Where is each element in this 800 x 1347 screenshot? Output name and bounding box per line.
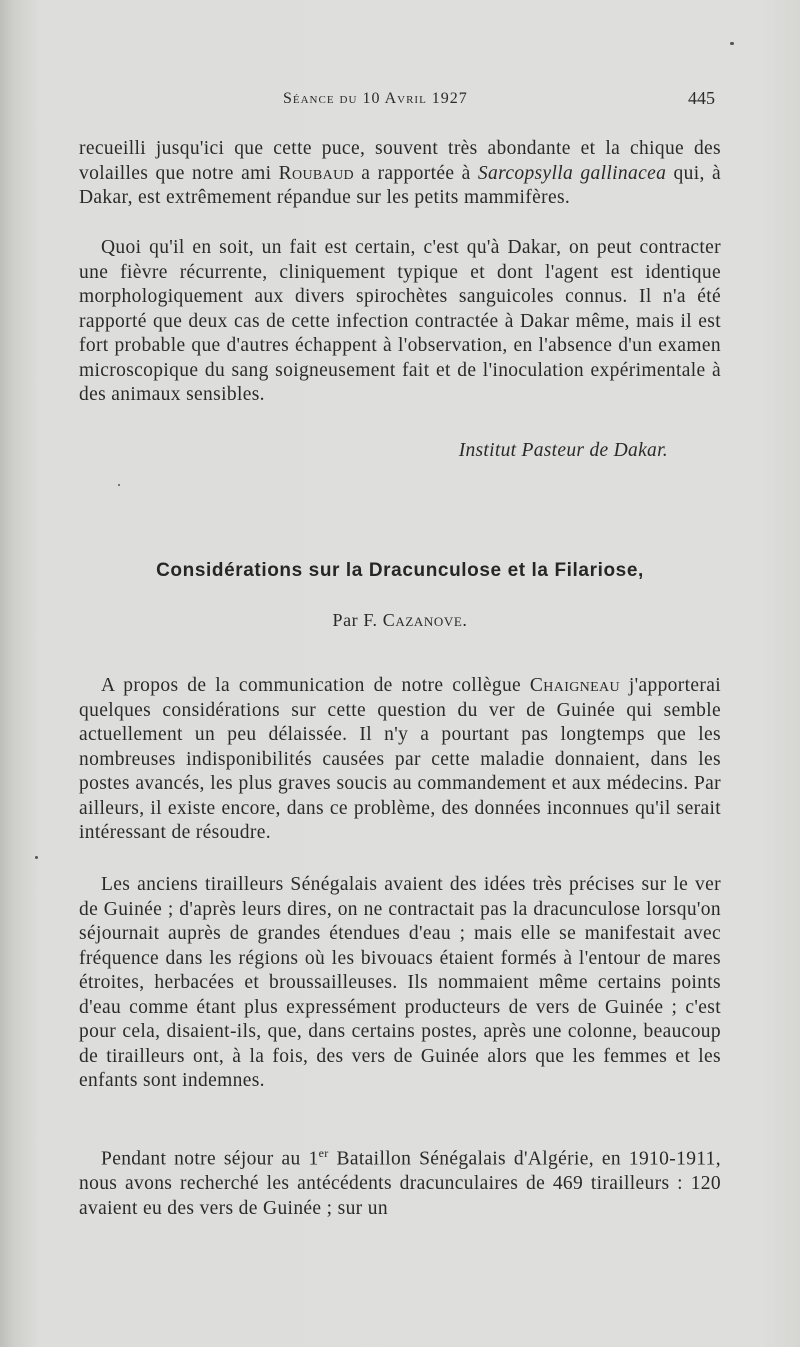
colleague-name: Chaigneau: [529, 675, 620, 696]
text-run: recueilli jusqu'ici que cette puce, souvent très abondante et la chique des volailles que notre ami: [79, 138, 721, 184]
byline-suffix: .: [462, 610, 468, 630]
text-run: j'apporterai quelques considérations sur cette question du ver de Guinée qui semble actuellement un peu délaissée. Il n'y a pourtant pas longtemps que les nombreuses indisponibilités causées par cette maladie donnaient, dans les postes avancés, les plus graves soucis au commandement et aux médecins. Par ailleurs, il existe encore, dans ce problème, des données inconnues qu'il serait intéressant de résoudre.: [79, 675, 721, 843]
running-title: Séance du 10 Avril 1927: [283, 90, 468, 107]
byline-prefix: Par F.: [332, 610, 383, 630]
text-run: Pendant notre séjour au 1: [101, 1148, 319, 1170]
paragraph-text: Les anciens tirailleurs Sénégalais avaient des idées très précises sur le ver de Guinée ; d'après leurs dires, on ne contractait pas la dracunculose lorsqu'on séjournait auprès de grandes étendues d'eau ; mais elle se manifestait avec fréquence dans les régions où les bivouacs étaient formés à l'entour de mares étroites, herbacées et broussailleuses. Ils nommaient même certains points d'eau comme étant plus expressément producteurs de vers de Guinée ; c'est pour cela, disaient-ils, que, dans certains postes, après une colonne, beaucoup de tirailleurs ont, à la fois, des vers de Guinée alors que les femmes et les enfants sont indemnes.: [79, 874, 721, 1091]
paragraph-text: Quoi qu'il en soit, un fait est certain, c'est qu'à Dakar, on peut contracter une fièvre récurrente, cliniquement typique et dont l'agent est identique morphologiquement aux divers spirochètes sanguicoles connus. Il n'a été rapporté que deux cas de cette infection contractée à Dakar même, mais il est fort probable que d'autres échappent à l'observation, en l'absence d'un examen microscopique du sang soigneusement fait et de l'inoculation expérimentale à des animaux sensibles.: [79, 237, 721, 405]
page-header: [0, 86, 800, 114]
ordinal-superscript: er: [318, 1146, 329, 1160]
text-run: A propos de la communication de notre collègue: [101, 675, 530, 696]
paragraph-continued: [79, 137, 721, 211]
text-run: Bataillon Sénégalais d'Algérie, en 1910-1911, nous avons recherché les antécédents dracunculaires de 469 tirailleurs : 120 avaient eu des vers de Guinée ; sur un: [79, 1148, 722, 1219]
text-run: a rapportée à: [354, 162, 478, 184]
page-number: 445: [688, 88, 715, 108]
paragraph-bataillon: [79, 1141, 721, 1221]
article-title: Considérations sur la Dracunculose et la Filariose,: [156, 560, 644, 581]
institution-signature: Institut Pasteur de Dakar.: [458, 440, 668, 461]
paragraph-intro: [79, 674, 721, 846]
species-name: Sarcopsylla gallinacea: [477, 162, 667, 184]
print-speck: [118, 484, 120, 486]
text-run: qui, à Dakar, est extrêmement répandue sur les petits mammifères.: [79, 162, 721, 208]
article-byline: [0, 610, 800, 631]
author-name: Cazanove: [382, 610, 463, 630]
paragraph-tirailleurs: [79, 873, 721, 1094]
print-speck: [730, 42, 734, 45]
paragraph-conclusion: [79, 236, 721, 408]
print-speck: [35, 856, 38, 859]
author-name-roubaud: Roubaud: [278, 162, 355, 184]
